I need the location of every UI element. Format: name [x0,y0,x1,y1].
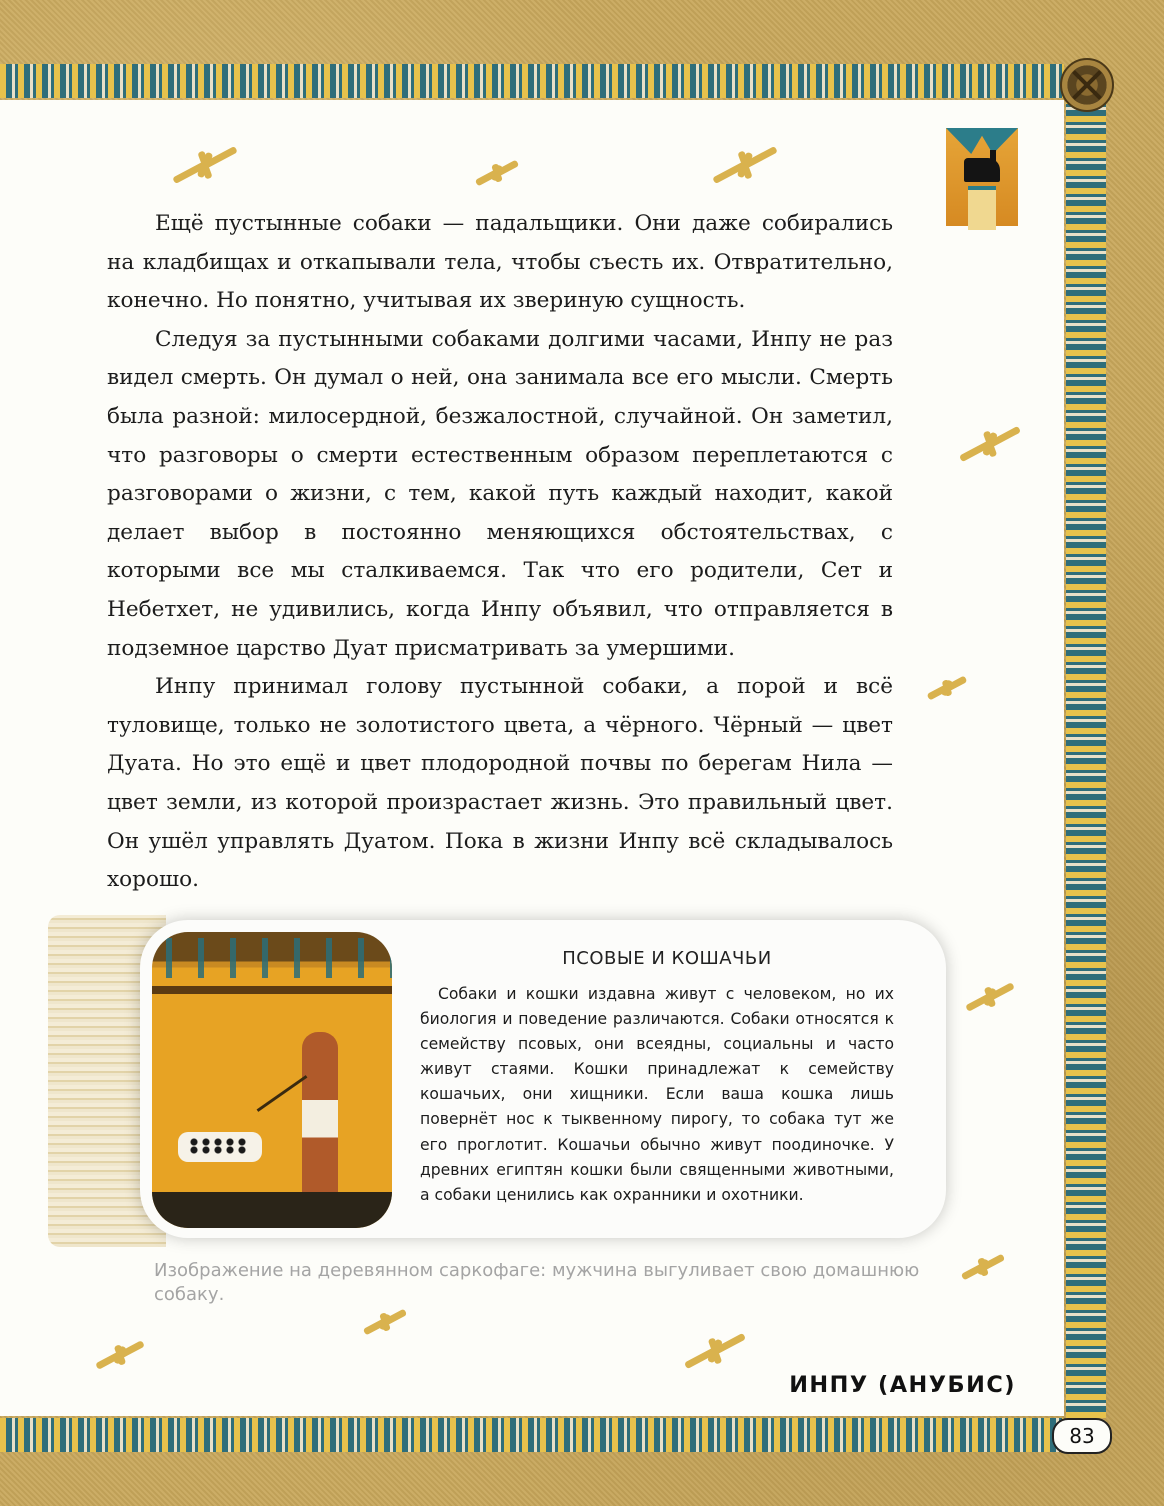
running-title: ИНПУ (АНУБИС) [789,1372,1016,1398]
paragraph: Ещё пустынные собаки — падальщики. Они даже собирались на кладбищах и откапывали тела, чтобы съесть их. Отвратительно, конечно. Но понятно, учитывая их звериную сущность. [107,211,893,314]
main-text [107,205,893,900]
sidebar-title: ПСОВЫЕ И КОШАЧЬИ [562,948,772,969]
top-ornament-border [0,64,1064,98]
paragraph: Инпу принимал голову пустынной собаки, а порой и всё туловище, только не золотистого цвета, а чёрного. Чёрный — цвет Дуата. Но это ещё и цвет плодородной почвы по берегам Нила — цвет земли, из которой произрастает жизнь. Это правильный цвет. Он ушёл управлять Дуатом. Пока в жизни Инпу всё складывалось хорошо. [107,674,893,893]
anubis-emblem-icon [946,128,1018,226]
corner-ornament-icon [1060,58,1114,112]
sarcophagus-photo [152,932,392,1228]
bottom-ornament-border [0,1418,1064,1452]
right-ornament-border [1066,100,1106,1418]
photo-caption: Изображение на деревянном саркофаге: мужчина выгуливает свою домашнюю собаку. [154,1260,920,1305]
sidebar-text [420,982,894,1208]
paragraph: Следуя за пустынными собаками долгими часами, Инпу не раз видел смерть. Он думал о ней, она занимала все его мысли. Смерть была разной: милосердной, безжалостной, случайной. Он заметил, что разговоры о смерти естественным образом переплетаются с разговорами о жизни, с тем, какой путь каждый находит, какой делает выбор в постоянно меняющихся обстоятельствах, с которыми все мы сталкиваемся. Так что его родители, Сет и Небетхет, не удивились, когда Инпу объявил, что отправляется в подземное царство Дуат присматривать за умершими. [107,326,893,661]
sidebar-box [140,920,946,1238]
sidebar-paragraph: Собаки и кошки издавна живут с человеком, но их биология и поведение различаются. Собаки относятся к семейству псовых, они всеядны, социальны и часто живут стаями. Кошки принадлежат к семейству кошачьих, они хищники. Если ваша кошка лишь повернёт нос к тыквенному пирогу, то собака тут же его проглотит. Кошачьи обычно живут поодиночке. У древних египтян кошки были священными животными, а собаки ценились как охранники и охотники. [420,985,894,1204]
page-number: 83 [1052,1418,1112,1454]
